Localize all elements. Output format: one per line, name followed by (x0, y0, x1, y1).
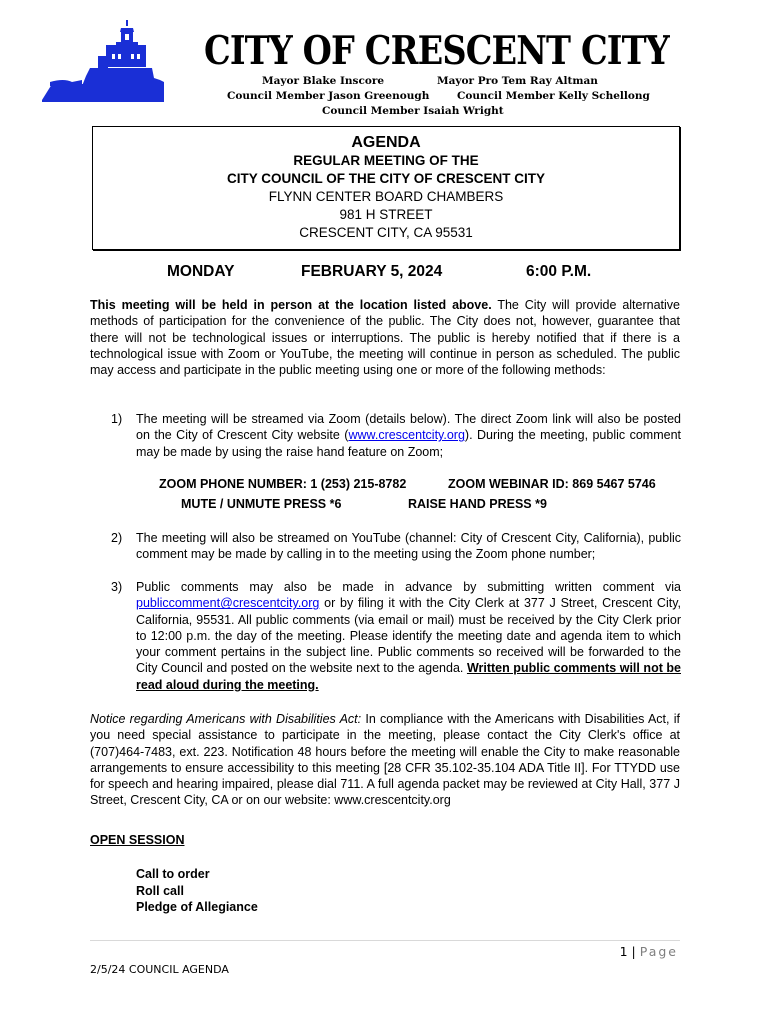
city-website-link[interactable]: www.crescentcity.org (348, 428, 465, 443)
intro-paragraph (90, 297, 680, 378)
item-text: or by filing it with the City Clerk at 377 J Street, Crescent City, California, 95531. All public comments (via email or mail) must be received by the City Clerk prior to 12:00 p.m. the day of the meeting. Please identify the meeting date and agenda item to which your comment pertains in the subject line. Public comments so received will be forwarded to the City Council and posted on the website next to the agenda. (136, 596, 681, 676)
item-text: ). During the meeting, public comment may be made by using the raise hand feature on Zoom; (136, 428, 681, 459)
public-comment-email-link[interactable]: publiccomment@crescentcity.org (136, 596, 320, 611)
intro-text: The City will provide alternative methods of participation for the convenience of the public. The City does not, however, guarantee that there will not be technological issues or interruptions. The public is hereby notified that if there is a technological issue with Zoom or YouTube, the meeting will continue in person as scheduled. The public may access and participate in the public meeting using one or more of the following methods: (90, 298, 680, 378)
mayor-pro-tem-name: Mayor Pro Tem Ray Altman (437, 75, 598, 87)
ada-lead: Notice regarding Americans with Disabilities Act: (90, 712, 362, 726)
meeting-body: CITY COUNCIL OF THE CITY OF CRESCENT CITY (226, 171, 546, 186)
footer-divider (90, 940, 680, 941)
meeting-day: MONDAY (167, 263, 235, 280)
ada-notice (90, 711, 680, 809)
zoom-webinar-id: ZOOM WEBINAR ID: 869 5467 5746 (448, 477, 656, 491)
lighthouse-logo (42, 20, 164, 104)
agenda-title: AGENDA (351, 134, 421, 151)
written-comments-notice: Written public comments will not be read aloud during the meeting. (136, 661, 681, 692)
list-item: Pledge of Allegiance (136, 900, 258, 914)
list-item: Call to order (136, 867, 210, 881)
open-session-list (136, 866, 258, 916)
footer-document-label: 2/5/24 COUNCIL AGENDA (90, 963, 229, 976)
council-member-3: Council Member Isaiah Wright (322, 105, 504, 117)
meeting-street: 981 H STREET (339, 207, 433, 222)
council-member-2: Council Member Kelly Schellong (457, 90, 650, 102)
method-item-2 (111, 530, 681, 563)
open-session-heading: OPEN SESSION (90, 833, 185, 847)
item-text: The meeting will be streamed via Zoom (details below). The direct Zoom link will also be posted on the City of Crescent City website ( (136, 412, 681, 443)
item-number: 2) (111, 531, 123, 545)
page-separator: | (631, 944, 636, 959)
zoom-phone-number: ZOOM PHONE NUMBER: 1 (253) 215-8782 (159, 477, 407, 491)
meeting-time: 6:00 P.M. (526, 263, 592, 280)
raise-hand-instructions: RAISE HAND PRESS *9 (408, 497, 547, 511)
item-number: 1) (111, 412, 123, 426)
meeting-date: FEBRUARY 5, 2024 (301, 263, 443, 280)
page-label: Page (639, 944, 678, 959)
intro-lead: This meeting will be held in person at the location listed above. (90, 298, 492, 312)
mayor-name: Mayor Blake Inscore (262, 75, 385, 87)
meeting-city: CRESCENT CITY, CA 95531 (299, 225, 473, 240)
meeting-venue: FLYNN CENTER BOARD CHAMBERS (268, 189, 504, 204)
method-item-3 (111, 579, 681, 693)
page-number (620, 944, 678, 959)
agenda-box (92, 126, 680, 250)
item-number: 3) (111, 580, 123, 594)
ada-text: In compliance with the Americans with Disabilities Act, if you need special assistance to participate in the meeting, please contact the City Clerk's office at (707)464-7483, ext. 223. Notification 48 hours before the meeting will enable the City to make reasonable arrangements to ensure accessibility to this meeting [28 CFR 35.102-35.104 ADA Title II]. For TTYDD use for speech and hearing impaired, please dial 711. A full agenda packet may be reviewed at City Hall, 377 J Street, Crescent City, CA or on our website: www.crescentcity.org (90, 712, 681, 808)
mute-instructions: MUTE / UNMUTE PRESS *6 (181, 497, 342, 511)
meeting-type: REGULAR MEETING OF THE (293, 153, 479, 168)
item-text: Public comments may also be made in advance by submitting written comment via (136, 580, 681, 594)
council-member-1: Council Member Jason Greenough (227, 90, 430, 102)
city-title: CITY OF CRESCENT CITY (204, 28, 669, 74)
page-number-value: 1 (619, 944, 628, 959)
item-text: The meeting will also be streamed on YouTube (channel: City of Crescent City, California), public comment may be made by calling in to the meeting using the Zoom phone number; (136, 531, 681, 562)
method-item-1 (111, 411, 681, 460)
list-item: Roll call (136, 883, 184, 898)
